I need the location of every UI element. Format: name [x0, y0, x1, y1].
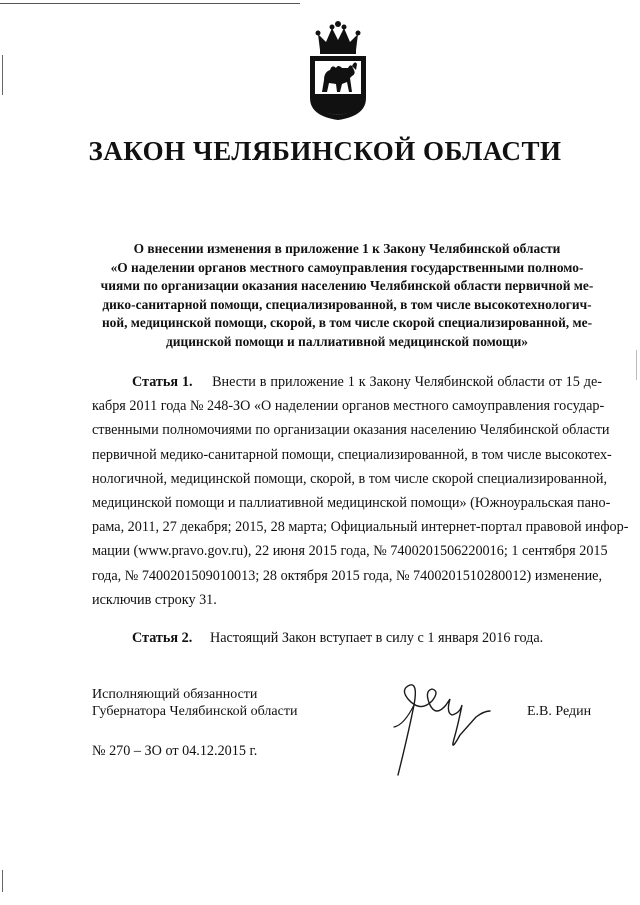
- signer-position: [92, 686, 332, 720]
- subject-line: дицинской помощи и паллиативной медицинской помощи»: [166, 333, 528, 349]
- handwritten-signature-icon: [380, 665, 500, 780]
- article-1-line: года, № 7400201509010013; 28 октября 2015 года, № 7400201510280012) изменение,: [92, 567, 603, 584]
- article-1-first-line: [92, 370, 602, 394]
- article-1-line: исключив строку 31.: [92, 591, 217, 608]
- signer-position-line: Губернатора Челябинской области: [92, 704, 298, 719]
- subject-line: ной, медицинской помощи, скорой, в том числе скорой специализированной, ме-: [101, 315, 593, 331]
- article-1-line: мации (www.pravo.gov.ru), 22 июня 2015 года, № 7400201506220016; 1 сентября 2015: [92, 543, 608, 560]
- scan-artifact: [0, 3, 300, 4]
- article-1-text: Внести в приложение 1 к Закону Челябинской области от 15 де-: [212, 374, 602, 390]
- coat-of-arms-icon: [302, 20, 374, 122]
- law-title: ЗАКОН ЧЕЛЯБИНСКОЙ ОБЛАСТИ: [88, 136, 562, 166]
- article-2: [132, 630, 602, 647]
- subject-line: «О наделении органов местного самоуправления государственными полномо-: [110, 259, 584, 275]
- article-1: [92, 370, 629, 612]
- article-1-line: кабря 2011 года № 248-ЗО «О наделении органов местного самоуправления государ-: [92, 398, 605, 415]
- law-subject: [92, 240, 602, 352]
- signer-name: Е.В. Редин: [527, 704, 592, 719]
- article-1-line: медицинской помощи и паллиативной медицинской помощи» (Южноуральская пано-: [92, 495, 611, 512]
- article-1-label: Статья 1.: [132, 374, 193, 390]
- subject-line: дико-санитарной помощи, специализированной, в том числе высокотехнологич-: [102, 296, 592, 312]
- article-1-line: рама, 2011, 27 декабря; 2015, 28 марта; Официальный интернет-портал правовой инфор-: [92, 519, 629, 536]
- subject-line: О внесении изменения в приложение 1 к Закону Челябинской области: [133, 241, 561, 256]
- scan-artifact: [2, 55, 3, 95]
- subject-line: чиями по организации оказания населению Челябинской области первичной ме-: [100, 278, 594, 294]
- article-2-label: Статья 2.: [132, 630, 193, 646]
- law-number: № 270 – ЗО от 04.12.2015 г.: [92, 743, 258, 759]
- article-1-line: первичной медико-санитарной помощи, специализированной, в том числе высокотех-: [92, 446, 612, 463]
- article-1-line: нологичной, медицинской помощи, скорой, в том числе скорой специализированной,: [92, 470, 608, 487]
- article-1-line: ственными полномочиями по организации оказания населению Челябинской области: [92, 422, 610, 439]
- signer-position-line: Исполняющий обязанности: [92, 687, 258, 702]
- scan-artifact: [636, 350, 637, 380]
- article-2-text: Настоящий Закон вступает в силу с 1 января 2016 года.: [210, 630, 544, 646]
- scan-artifact: [2, 870, 3, 892]
